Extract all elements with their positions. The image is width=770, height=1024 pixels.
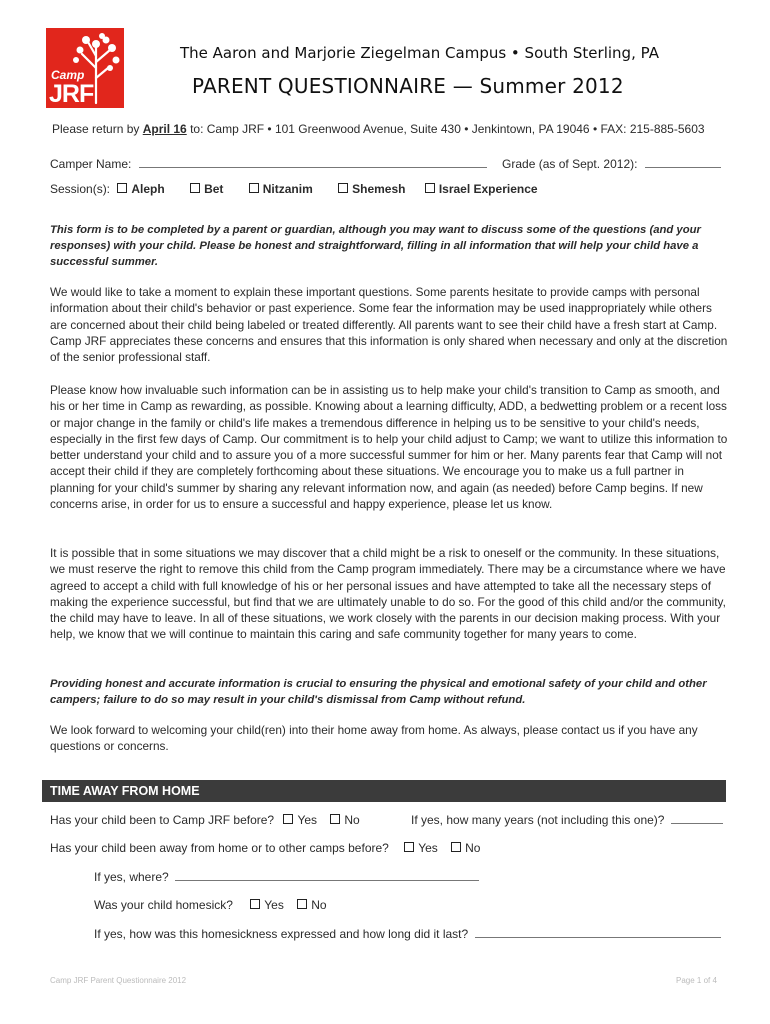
checkbox[interactable] xyxy=(404,842,414,852)
logo-camp-text: Camp xyxy=(51,68,85,82)
question-homesick-how: If yes, how was this homesickness expressed and how long did it last? xyxy=(94,927,721,941)
session-bet[interactable]: Bet xyxy=(190,182,223,196)
camper-name-label: Camper Name: xyxy=(50,157,132,171)
paragraph-2: Please know how invaluable such information can be in assisting us to help make your child's transition to Camp as smooth, and his or her time in Camp as rewarding, as possible. Knowing about a learning difficulty, ADD, a bedwetting problem or a recent loss or major change in the family or child's life makes a tremendous difference in helping us to be sensitive to your child's needs, especially in the first few days of Camp. Our commitment is to help your child adjust to Camp; we want to utilize this information to better understand your child and to assure you of a more successful summer for him or her. Many parents fear that Camp will not accept their child if they are completely forthcoming about these situations. We encourage you to make us a full partner in planning for your child's summer by sharing any relevant information now, and again (as needed) before Camp begins. If new concerns arise, in order for us to ensure a successful and happy experience, please let us know. xyxy=(50,383,728,512)
paragraph-3: It is possible that in some situations we may discover that a child might be a risk to oneself or the community. In these situations, we must reserve the right to remove this child from the Camp program immediately. There may be a circumstance where we have agreed to accept a child with full knowledge of his or her personal issues and have attempted to take all the necessary steps of making the experience successful, but find that we are ultimately unable to do so. For the good of this child and/or the community, the child may have to leave. In all of these situations, we work closely with the parents in our decision making process. With your help, we know that we will continue to maintain this caring and safe community together for many years to come. xyxy=(50,546,726,642)
paragraph-warning: Providing honest and accurate information is crucial to ensuring the physical and emotional safety of your child and other campers; failure to do so may result in your child's dismissal from Camp without refund. xyxy=(50,678,707,706)
years-field[interactable] xyxy=(671,813,723,824)
q1-no[interactable]: No xyxy=(330,813,359,827)
checkbox[interactable] xyxy=(117,183,127,193)
checkbox[interactable] xyxy=(190,183,200,193)
session-aleph[interactable]: Aleph xyxy=(117,182,164,196)
checkbox[interactable] xyxy=(249,183,259,193)
checkbox[interactable] xyxy=(297,899,307,909)
camp-jrf-logo xyxy=(46,28,124,108)
section-header-time-away: TIME AWAY FROM HOME xyxy=(42,780,726,802)
logo-jrf-text: JRF xyxy=(49,80,94,108)
grade-field[interactable] xyxy=(645,157,721,168)
q1-yes[interactable]: Yes xyxy=(283,813,317,827)
homesick-no[interactable]: No xyxy=(297,898,326,912)
grade-label: Grade (as of Sept. 2012): xyxy=(502,157,638,171)
footer-page-number: Page 1 of 4 xyxy=(676,976,717,985)
question-away-before: Has your child been away from home or to other camps before? Yes No xyxy=(50,841,481,855)
session-israel-experience[interactable]: Israel Experience xyxy=(425,182,538,196)
session-nitzanim[interactable]: Nitzanim xyxy=(249,182,313,196)
checkbox[interactable] xyxy=(283,814,293,824)
checkbox[interactable] xyxy=(425,183,435,193)
question-camp-before: Has your child been to Camp JRF before? Yes No xyxy=(50,813,360,827)
sessions-label: Session(s): xyxy=(50,182,111,196)
camper-name-row xyxy=(50,157,721,171)
paragraph-1: We would like to take a moment to explain these important questions. Some parents hesitate to provide camps with personal information about their child's behavior or past experience. Some fear the information may be used inappropriately while others are concerned about their child being labeled or treated differently. All parents want to see their child have a fresh start at Camp. Camp JRF appreciates these concerns and ensures that this information is only shared when necessary and only at the discretion of the senior professional staff. xyxy=(50,285,728,365)
checkbox[interactable] xyxy=(338,183,348,193)
question-where: If yes, where? xyxy=(94,870,479,884)
camper-name-field[interactable] xyxy=(139,157,487,168)
campus-line: The Aaron and Marjorie Ziegelman Campus • South Sterling, PA xyxy=(180,44,659,62)
homesick-yes[interactable]: Yes xyxy=(250,898,284,912)
session-shemesh[interactable]: Shemesh xyxy=(338,182,405,196)
where-field[interactable] xyxy=(175,870,479,881)
form-title: PARENT QUESTIONNAIRE — Summer 2012 xyxy=(192,74,624,98)
question-years: If yes, how many years (not including this one)? xyxy=(411,813,723,827)
checkbox[interactable] xyxy=(451,842,461,852)
checkbox[interactable] xyxy=(250,899,260,909)
return-date: April 16 xyxy=(142,122,187,136)
paragraph-closing: We look forward to welcoming your child(ren) into their home away from home. As always, please contact us if you have any questions or concerns. xyxy=(50,723,698,754)
q2-no[interactable]: No xyxy=(451,841,480,855)
checkbox[interactable] xyxy=(330,814,340,824)
return-info: Please return by April 16 to: Camp JRF • 101 Greenwood Avenue, Suite 430 • Jenkintown, PA 19046 • FAX: 215-885-5603 xyxy=(52,122,705,136)
sessions-row xyxy=(50,182,538,196)
homesick-how-field[interactable] xyxy=(475,927,721,938)
footer-title: Camp JRF Parent Questionnaire 2012 xyxy=(50,976,187,985)
question-homesick: Was your child homesick? Yes No xyxy=(94,898,327,912)
q2-yes[interactable]: Yes xyxy=(404,841,438,855)
intro-instructions: This form is to be completed by a parent or guardian, although you may want to discuss some of the questions (and your responses) with your child. Please be honest and straightforward, filling in all information that will help your child have a successful summer. xyxy=(50,224,701,268)
